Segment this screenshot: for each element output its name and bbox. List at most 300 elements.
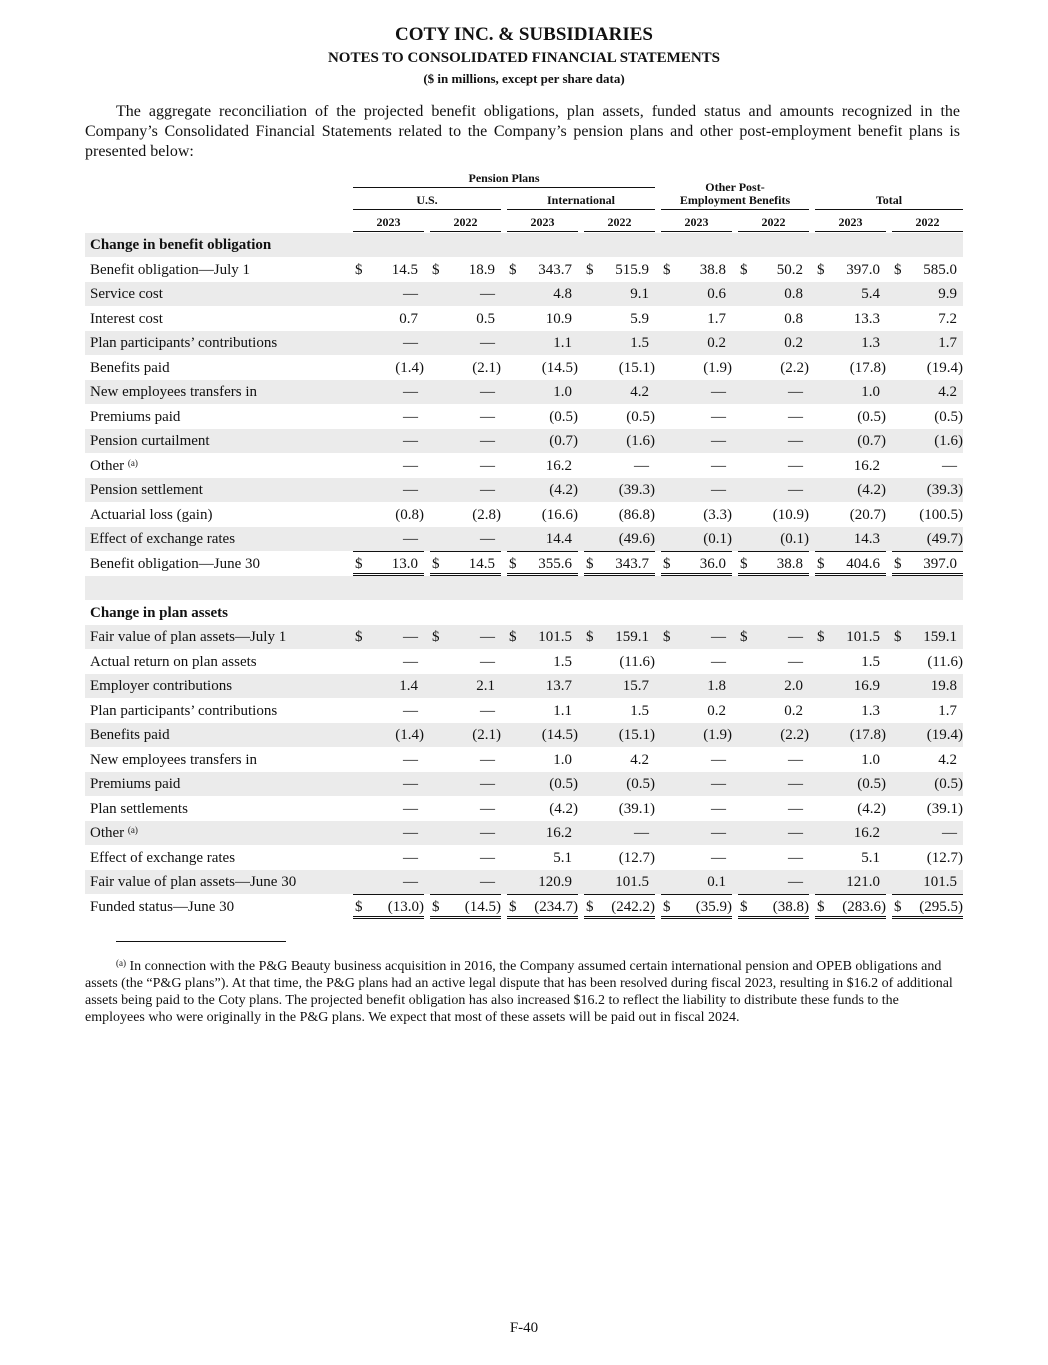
value-cell [815, 748, 886, 772]
dollar-sign: $ [509, 261, 517, 278]
year-header: 2023 [376, 215, 401, 229]
value-number: — [480, 702, 495, 719]
row-label [90, 380, 257, 404]
value-number: (1.6) [626, 433, 655, 449]
row-label [90, 233, 271, 257]
value-number: 1.7 [707, 310, 726, 327]
value-number: (17.8) [849, 727, 886, 743]
table-row [85, 527, 963, 551]
year-header: 2023 [530, 215, 555, 229]
dollar-sign: $ [586, 898, 594, 915]
value-number: — [711, 825, 726, 841]
value-cell [507, 552, 578, 576]
value-number: 515.9 [615, 261, 649, 278]
value-number: — [788, 433, 803, 449]
row-label [90, 821, 138, 845]
value-cell [815, 356, 886, 380]
value-cell [661, 356, 732, 380]
table-row [85, 772, 963, 796]
value-number: (242.2) [611, 898, 655, 915]
value-number: 0.5 [476, 310, 495, 327]
value-number: — [711, 751, 726, 768]
value-number: (0.8) [395, 506, 424, 523]
value-cell [507, 405, 578, 429]
value-number: (12.7) [926, 849, 963, 866]
value-cell [430, 429, 501, 453]
value-number: (0.5) [549, 776, 578, 792]
value-number: (2.2) [780, 359, 809, 376]
row-label [90, 527, 235, 551]
value-number: 4.2 [938, 751, 957, 768]
value-cell [430, 625, 501, 649]
row-label-text: Effect of exchange rates [90, 531, 236, 547]
value-number: (4.2) [549, 800, 578, 817]
value-number: (0.1) [703, 531, 732, 547]
row-label [90, 331, 277, 355]
row-label-text: Change in plan assets [90, 604, 228, 621]
value-cell [430, 258, 501, 282]
footnote [85, 958, 960, 1026]
value-number: — [480, 776, 495, 792]
value-number: — [788, 653, 803, 670]
dollar-sign: $ [663, 261, 671, 278]
value-number: — [711, 849, 726, 866]
value-cell [738, 650, 809, 674]
table-row [85, 846, 963, 870]
value-number: — [711, 408, 726, 425]
row-label-text: Pension settlement [90, 482, 203, 498]
footnote-marker: (a) [116, 958, 126, 968]
value-number: — [711, 457, 726, 474]
value-number: 38.8 [776, 555, 803, 572]
value-number: 343.7 [538, 261, 572, 278]
value-number: (14.5) [541, 359, 578, 376]
table-row [85, 601, 963, 625]
value-cell [353, 282, 424, 306]
value-number: 14.5 [468, 555, 495, 572]
value-cell [815, 552, 886, 576]
value-cell [738, 748, 809, 772]
value-cell [584, 307, 655, 331]
value-cell [353, 429, 424, 453]
value-number: (19.4) [926, 359, 963, 376]
value-number: 16.9 [853, 678, 880, 694]
value-cell [815, 380, 886, 404]
value-number: — [403, 702, 418, 719]
value-cell [430, 552, 501, 576]
value-number: (2.8) [472, 506, 501, 523]
value-number: 4.2 [630, 751, 649, 768]
value-cell [892, 356, 963, 380]
value-cell [661, 429, 732, 453]
value-cell [507, 650, 578, 674]
dollar-sign: $ [355, 898, 363, 915]
value-number: — [788, 776, 803, 792]
value-cell [661, 870, 732, 895]
value-number: — [480, 629, 495, 645]
value-number: (0.5) [857, 408, 886, 425]
row-label-text: Benefit obligation—July 1 [90, 261, 250, 278]
value-cell [661, 895, 732, 919]
value-cell [738, 699, 809, 723]
dollar-sign: $ [509, 898, 517, 915]
row-label-text: Other [90, 825, 125, 841]
value-cell [353, 478, 424, 502]
value-cell [892, 772, 963, 796]
value-cell [661, 282, 732, 306]
value-cell [353, 674, 424, 698]
table-row [85, 356, 963, 380]
value-number: — [403, 874, 418, 890]
year-header: 2022 [915, 215, 940, 229]
year-header: 2023 [684, 215, 709, 229]
value-cell [815, 405, 886, 429]
year-header: 2022 [761, 215, 786, 229]
row-label-text: Plan participants’ contributions [90, 335, 278, 351]
value-number: 13.7 [545, 678, 572, 694]
value-number: 1.7 [938, 335, 957, 351]
year-header: 2023 [838, 215, 863, 229]
value-number: 1.5 [553, 653, 572, 670]
row-label-text: Other [90, 457, 125, 474]
value-cell [738, 895, 809, 919]
dollar-sign: $ [509, 555, 517, 572]
value-number: — [634, 457, 649, 474]
value-cell [584, 478, 655, 502]
dollar-sign: $ [432, 261, 440, 278]
value-number: — [403, 433, 418, 449]
value-cell [661, 478, 732, 502]
value-cell [815, 895, 886, 919]
value-cell [430, 723, 501, 747]
value-number: 2.0 [784, 678, 803, 694]
table-row [85, 331, 963, 355]
value-number: (100.5) [919, 506, 963, 523]
row-label-text: New employees transfers in [90, 384, 258, 400]
opeb-rule [661, 209, 809, 210]
table-row [85, 258, 963, 282]
value-cell [507, 895, 578, 919]
year-header-rule [507, 231, 578, 232]
value-number: (10.9) [772, 506, 809, 523]
value-cell [815, 650, 886, 674]
value-number: — [788, 482, 803, 498]
value-number: — [403, 408, 418, 425]
value-number: — [480, 408, 495, 425]
value-cell [353, 723, 424, 747]
value-cell [430, 895, 501, 919]
pension-plans-rule [353, 187, 655, 188]
value-cell [661, 748, 732, 772]
value-cell [353, 552, 424, 576]
value-cell [507, 723, 578, 747]
value-cell [661, 797, 732, 821]
value-cell [661, 821, 732, 845]
row-label-text: New employees transfers in [90, 751, 258, 768]
dollar-sign: $ [355, 629, 363, 645]
value-cell [353, 650, 424, 674]
value-cell [892, 454, 963, 478]
value-number: 0.8 [784, 310, 803, 327]
value-cell [892, 380, 963, 404]
value-number: (12.7) [618, 849, 655, 866]
value-number: (11.6) [619, 653, 655, 670]
value-number: (15.1) [618, 727, 655, 743]
value-number: 120.9 [538, 874, 572, 890]
value-number: 13.0 [391, 555, 418, 572]
table-row [85, 478, 963, 502]
value-cell [584, 772, 655, 796]
value-cell [892, 895, 963, 919]
table-row [85, 552, 963, 576]
value-cell [892, 429, 963, 453]
value-cell [584, 429, 655, 453]
value-number: (86.8) [618, 506, 655, 523]
value-cell [507, 846, 578, 871]
value-number: 1.3 [861, 702, 880, 719]
value-cell [584, 552, 655, 576]
value-cell [430, 870, 501, 895]
value-number: 16.2 [545, 825, 572, 841]
value-number: (20.7) [849, 506, 886, 523]
row-label [90, 723, 170, 747]
value-cell [507, 380, 578, 404]
value-number: 121.0 [846, 874, 880, 890]
row-label-text: Change in benefit obligation [90, 237, 272, 253]
value-number: 404.6 [846, 555, 880, 572]
value-number: — [711, 800, 726, 817]
value-number: 397.0 [923, 555, 957, 572]
section-title: NOTES TO CONSOLIDATED FINANCIAL STATEMENTS [327, 50, 721, 66]
table-row [85, 723, 963, 747]
value-number: — [403, 776, 418, 792]
value-cell [584, 797, 655, 821]
table-row [85, 895, 963, 919]
dollar-sign: $ [432, 555, 440, 572]
row-label [90, 552, 260, 576]
value-number: 1.8 [707, 678, 726, 694]
value-number: — [480, 433, 495, 449]
value-number: — [480, 482, 495, 498]
value-number: 343.7 [615, 555, 649, 572]
value-cell [661, 405, 732, 429]
value-cell [892, 478, 963, 502]
value-cell [815, 454, 886, 478]
value-number: — [711, 629, 726, 645]
value-cell [738, 429, 809, 453]
opeb-header-line1: Other Post- [705, 180, 765, 194]
value-number: (283.6) [842, 898, 886, 915]
value-cell [738, 478, 809, 502]
value-number: (39.3) [618, 482, 655, 498]
row-label [90, 748, 257, 772]
international-rule [507, 209, 655, 210]
value-number: (4.2) [857, 482, 886, 498]
value-number: (0.5) [934, 408, 963, 425]
value-cell [430, 454, 501, 478]
opeb-header-line2: Employment Benefits [679, 193, 791, 207]
value-cell [507, 429, 578, 453]
row-label [90, 797, 188, 821]
value-number: 397.0 [846, 261, 880, 278]
value-number: (295.5) [919, 898, 963, 915]
value-cell [507, 748, 578, 772]
value-number: — [480, 384, 495, 400]
value-number: 1.1 [553, 702, 572, 719]
value-number: (0.7) [549, 433, 578, 449]
value-cell [507, 821, 578, 845]
value-number: — [480, 751, 495, 768]
value-number: 16.2 [545, 457, 572, 474]
value-number: (16.6) [541, 506, 578, 523]
value-cell [353, 870, 424, 895]
dollar-sign: $ [894, 898, 902, 915]
value-cell [892, 331, 963, 355]
value-cell [430, 674, 501, 698]
year-header-rule [353, 231, 424, 232]
value-cell [661, 699, 732, 723]
value-cell [892, 307, 963, 331]
value-cell [815, 527, 886, 552]
value-number: 10.9 [545, 310, 572, 327]
row-label-text: Service cost [90, 286, 163, 302]
value-cell [892, 870, 963, 895]
international-header: International [546, 193, 615, 207]
value-number: — [711, 433, 726, 449]
value-cell [892, 674, 963, 698]
value-number: — [788, 800, 803, 817]
company-title: COTY INC. & SUBSIDIARIES [395, 24, 653, 45]
value-cell [584, 895, 655, 919]
value-cell [661, 307, 732, 331]
value-number: 1.5 [630, 335, 649, 351]
value-cell [353, 331, 424, 355]
value-number: (49.7) [926, 531, 963, 547]
dollar-sign: $ [586, 629, 594, 645]
footnote-separator [116, 941, 286, 942]
table-row [85, 307, 963, 331]
footnote-ref: (a) [127, 457, 138, 468]
value-cell [353, 895, 424, 919]
value-number: 101.5 [615, 874, 649, 890]
value-cell [815, 821, 886, 845]
value-number: — [788, 751, 803, 768]
value-cell [353, 772, 424, 796]
value-number: — [403, 482, 418, 498]
year-header-rule [738, 231, 809, 232]
value-cell [815, 674, 886, 698]
value-cell [430, 405, 501, 429]
row-label [90, 356, 170, 380]
value-number: (2.1) [472, 359, 501, 376]
value-cell [738, 870, 809, 895]
value-cell [815, 258, 886, 282]
value-number: — [788, 408, 803, 425]
row-label-text: Effect of exchange rates [90, 849, 236, 866]
value-cell [353, 454, 424, 478]
value-cell [738, 625, 809, 649]
value-number: — [788, 384, 803, 400]
row-label [90, 699, 277, 723]
value-number: — [788, 457, 803, 474]
value-number: 159.1 [923, 629, 957, 645]
value-number: — [942, 457, 957, 474]
value-cell [815, 699, 886, 723]
value-cell [353, 503, 424, 527]
value-number: 0.6 [707, 286, 726, 302]
value-number: — [634, 825, 649, 841]
value-cell [353, 797, 424, 821]
row-label-text: Pension curtailment [90, 433, 210, 449]
value-cell [661, 650, 732, 674]
value-cell [584, 748, 655, 772]
value-cell [584, 405, 655, 429]
table-row [85, 674, 963, 698]
value-number: 1.4 [399, 678, 418, 694]
value-cell [584, 821, 655, 845]
value-cell [430, 797, 501, 821]
year-header-rule [430, 231, 501, 232]
value-cell [892, 650, 963, 674]
value-number: (234.7) [534, 898, 578, 915]
table-row [85, 821, 963, 845]
total-header: Total [875, 193, 903, 207]
value-number: (1.4) [395, 727, 424, 743]
value-cell [507, 307, 578, 331]
table-row [85, 503, 963, 527]
value-cell [430, 527, 501, 552]
value-number: (2.2) [780, 727, 809, 743]
value-cell [738, 282, 809, 306]
row-label-text: Premiums paid [90, 408, 181, 425]
value-number: 1.5 [861, 653, 880, 670]
value-cell [507, 797, 578, 821]
value-cell [815, 625, 886, 649]
value-number: 0.8 [784, 286, 803, 302]
dollar-sign: $ [817, 555, 825, 572]
value-number: (4.2) [549, 482, 578, 498]
dollar-sign: $ [740, 555, 748, 572]
value-number: 16.2 [853, 825, 880, 841]
value-number: — [788, 874, 803, 890]
value-cell [430, 331, 501, 355]
value-number: — [403, 800, 418, 817]
value-number: — [480, 286, 495, 302]
value-cell [353, 258, 424, 282]
value-cell [584, 870, 655, 895]
value-number: 14.3 [853, 531, 880, 547]
value-cell [430, 307, 501, 331]
table-row [85, 699, 963, 723]
row-label-text: Fair value of plan assets—June 30 [90, 874, 297, 890]
value-cell [738, 307, 809, 331]
row-label [90, 429, 210, 453]
table-row [85, 576, 963, 600]
row-label [90, 282, 163, 306]
value-cell [584, 699, 655, 723]
dollar-sign: $ [894, 261, 902, 278]
value-number: 355.6 [538, 555, 572, 572]
value-cell [815, 797, 886, 821]
value-cell [353, 821, 424, 845]
value-number: (39.3) [926, 482, 963, 498]
value-number: — [403, 751, 418, 768]
row-label-text: Funded status—June 30 [90, 898, 235, 915]
row-label [90, 625, 286, 649]
row-label [90, 405, 180, 429]
value-number: (1.9) [703, 359, 732, 376]
value-number: (14.5) [541, 727, 578, 743]
